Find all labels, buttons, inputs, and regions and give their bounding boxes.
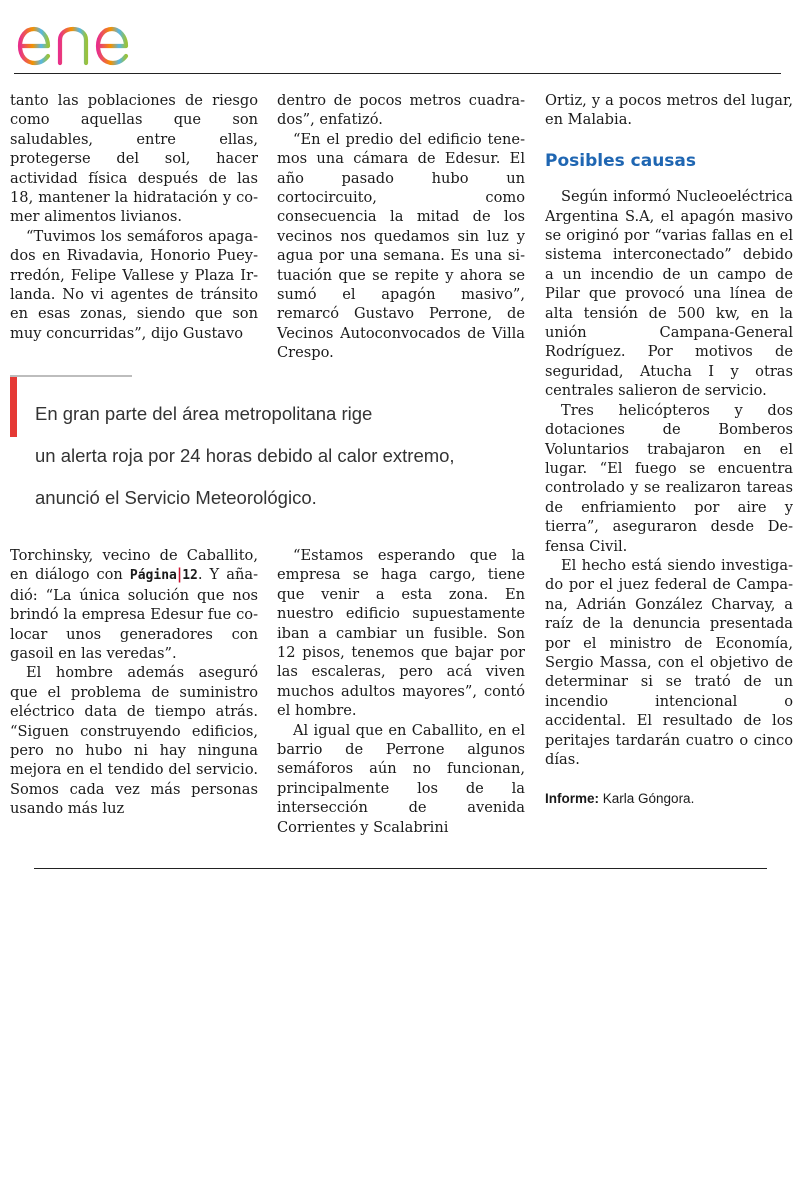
column-3 — [545, 91, 793, 809]
article-paragraph: El hecho está siendo investigado por el juez federal de Campana, Adrián González Charvay, a raíz de la denuncia presentada por el ministro de Economía, Sergio Massa, con el objetivo de determinar si se trató de un incendio intencional o accidental. El resultado de los peritajes tardarán cuatro o cinco días. — [545, 556, 793, 768]
paragraph-text: Torchinsky, vecino de Caballito, en diálogo con — [10, 547, 258, 584]
byline-label: Informe: — [545, 791, 599, 807]
column-2-bottom — [277, 546, 525, 837]
newspaper-separator: | — [176, 566, 183, 584]
enel-logo — [14, 14, 174, 72]
column-1-bottom — [10, 546, 258, 819]
article-paragraph: “Estamos esperando que la empresa se haga cargo, tiene que venir a esta zona. En nuestro edificio supuestamente iban a cambiar un fusible. Son 12 pisos, tenemos que bajar por las escaleras, pero acá viven muchos adultos mayores”, contó el hombre. — [277, 547, 525, 720]
newspaper-name: Página — [129, 568, 177, 584]
article-paragraph: Ortiz, y a pocos metros del lugar, en Malabia. — [545, 92, 793, 129]
pull-quote — [10, 375, 530, 525]
pull-quote-line: un alerta roja por 24 horas debido al calor extremo, — [35, 445, 455, 466]
article-paragraph: Al igual que en Caballito, en el barrio de Perrone algunos semáforos aún no funcionan, principalmente los de la intersección de avenida Corrientes y Scalabrini — [277, 721, 525, 836]
byline-author: Karla Góngora. — [602, 791, 695, 807]
byline — [545, 789, 793, 808]
paragraph-text: . Y añadió: “La única solución que nos brindó la empresa Edesur fue colocar unos generadores con gasoil en las veredas”. — [10, 566, 258, 663]
pull-quote-line: anunció el Servicio Meteorológico. — [35, 487, 317, 508]
pull-quote-line: En gran parte del área metropolitana rige — [35, 403, 373, 424]
article-paragraph: dentro de pocos metros cuadrados”, enfatizó. — [277, 92, 525, 129]
article-paragraph: “En el predio del edificio tenemos una cámara de Edesur. El año pasado hubo un cortocircuito, como consecuencia la mitad de los vecinos nos quedamos sin luz y agua por una semana. Es una situación que se repite y ahora se sumó el apagón masivo”, remarcó Gustavo Perrone, de Vecinos Autoconvocados de Villa Crespo. — [277, 130, 525, 362]
newspaper-number: 12 — [182, 568, 198, 584]
article-paragraph: tanto las poblaciones de riesgo como aquellas que son saludables, entre ellas, protegerse del sol, hacer actividad física después de las 18, mantener la hidratación y comer alimentos livianos. — [10, 92, 258, 226]
pull-quote-rule — [10, 375, 132, 377]
section-heading: Posibles causas — [545, 150, 697, 171]
pull-quote-accent-bar — [10, 377, 17, 437]
header-divider — [14, 73, 781, 74]
article-paragraph — [10, 546, 258, 663]
article-paragraph: “Tuvimos los semáforos apagados en Rivadavia, Honorio Pueyrredón, Felipe Vallese y Plaza Irlanda. No vi agentes de tránsito en esas zonas, siendo que son muy concurridas”, dijo Gustavo — [10, 227, 258, 342]
article-paragraph: Según informó Nucleoeléctrica Argentina S.A, el apagón masivo se originó por “varias fallas en el sistema interconectado” debido a un incendio de un campo de Pilar que provocó una línea de alta tensión de 500 kw, en la unión Campana-General Rodríguez. Por motivos de seguridad, Atucha I y otras centrales salieron de servicio. — [545, 188, 793, 400]
article-paragraph: El hombre además aseguró que el problema de suministro eléctrico data de tiempo atrás. “Siguen construyendo edificios, pero no hubo ni hay ninguna mejora en el tendido del servicio. Somos cada vez más personas usando más luz — [10, 664, 258, 818]
pull-quote-text — [35, 393, 530, 519]
footer-divider — [34, 868, 767, 869]
column-2-top — [277, 91, 525, 363]
article-paragraph: Tres helicópteros y dos dotaciones de Bomberos Voluntarios trabajaron en el lugar. “El fuego se encuentra controlado y se realizaron tareas de enfriamiento por aire y tierra”, aseguraron desde Defensa Civil. — [545, 401, 793, 555]
column-1-top — [10, 91, 258, 343]
